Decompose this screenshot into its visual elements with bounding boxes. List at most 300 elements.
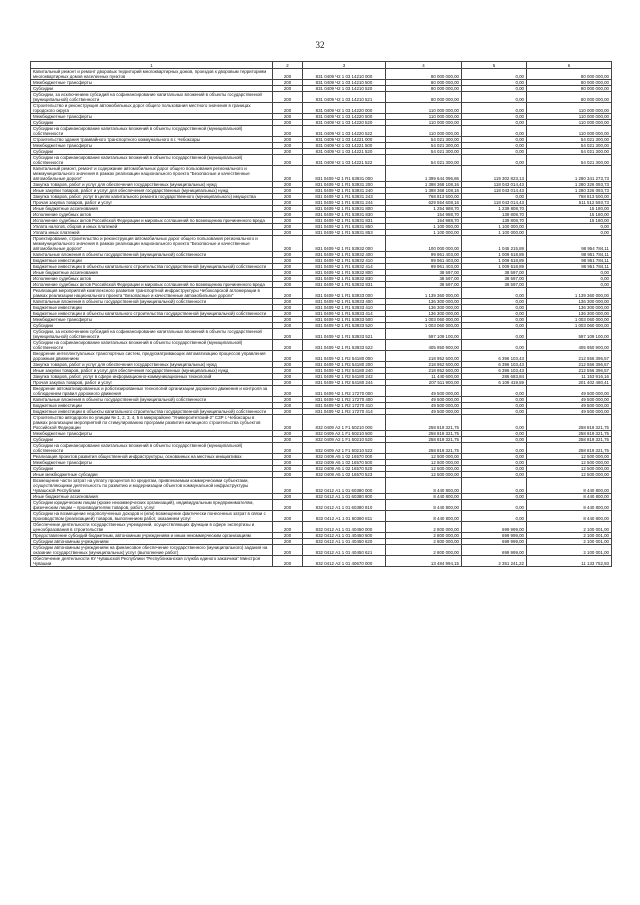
row-ved-cell: 200 — [273, 311, 303, 317]
row-total-cell: 212 556 396,57 — [527, 368, 612, 374]
row-name-cell: Бюджетные инвестиции в объекты капитального строительства государственной (муниципальной) собственности — [31, 264, 273, 270]
row-change-cell: 0,00 — [462, 299, 527, 305]
row-change-cell: 0,00 — [462, 478, 527, 494]
row-total-cell: 11 133 752,93 — [527, 556, 612, 567]
row-name-cell: Закупка товаров, работ, услуг в сфере информационно-коммуникационных технологий — [31, 374, 273, 380]
row-name-cell: Возмещение части затрат на уплату процентов по кредитам, привлекаемым коммерческими субъектами, осуществляющими деятельность по развитию и модернизации объектов коммунальной инфраструктуры Чувашской Республики — [31, 478, 273, 494]
row-ved-cell: 200 — [273, 114, 303, 120]
row-ved-cell: 200 — [273, 218, 303, 224]
row-ved-cell: 200 — [273, 299, 303, 305]
row-name-cell: Бюджетные инвестиции — [31, 403, 273, 409]
row-total-cell: 0,00 — [527, 276, 612, 282]
row-code-cell: 831 0409 Ч2 1 03 14221 000 — [303, 137, 386, 143]
row-approved-cell: 154 988,70 — [386, 212, 462, 218]
row-total-cell: 0,00 — [527, 224, 612, 230]
row-change-cell: 699 999,00 — [462, 545, 527, 556]
row-change-cell: 286 683,84 — [462, 374, 527, 380]
row-change-cell: 0,00 — [462, 323, 527, 329]
row-total-cell: 8 440 800,00 — [527, 478, 612, 494]
row-name-cell: Субсидии — [31, 86, 273, 92]
row-code-cell: 831 0409 Ч2 1 R1 53933 500 — [303, 317, 386, 323]
row-approved-cell: 54 021 300,00 — [386, 149, 462, 155]
row-change-cell: 0,00 — [462, 340, 527, 351]
row-ved-cell: 200 — [273, 288, 303, 299]
row-approved-cell: 99 961 403,00 — [386, 264, 462, 270]
row-approved-cell: 54 021 300,00 — [386, 155, 462, 166]
row-change-cell: 0,00 — [462, 92, 527, 103]
row-total-cell: 212 556 396,57 — [527, 351, 612, 362]
row-code-cell: 831 0409 Ч2 1 R2 54180 244 — [303, 380, 386, 386]
row-change-cell: 0,00 — [462, 431, 527, 437]
row-code-cell: 832 0412 А1 1 01 60380 800 — [303, 494, 386, 500]
row-name-cell: Бюджетные инвестиции — [31, 258, 273, 264]
row-code-cell: 832 0412 А1 1 01 60380 811 — [303, 511, 386, 522]
row-ved-cell: 200 — [273, 443, 303, 454]
row-total-cell: 2 100 001,00 — [527, 522, 612, 533]
row-ved-cell: 200 — [273, 182, 303, 188]
row-ved-cell: 200 — [273, 403, 303, 409]
row-code-cell: 831 0409 Ч2 1 03 14221 522 — [303, 155, 386, 166]
row-change-cell: 0,00 — [462, 386, 527, 397]
row-total-cell: 12 500 000,00 — [527, 454, 612, 460]
row-approved-cell: 8 440 800,00 — [386, 494, 462, 500]
row-code-cell: 832 0409 А2 1 F1 50210 000 — [303, 415, 386, 431]
table-row — [31, 340, 612, 351]
row-ved-cell: 200 — [273, 188, 303, 194]
row-ved-cell: 200 — [273, 374, 303, 380]
row-change-cell: 0,00 — [462, 460, 527, 466]
row-total-cell: 8 440 800,00 — [527, 500, 612, 511]
row-ved-cell: 200 — [273, 194, 303, 200]
table-row — [31, 329, 612, 340]
row-total-cell: 54 021 300,00 — [527, 155, 612, 166]
row-approved-cell: 11 440 600,00 — [386, 374, 462, 380]
row-change-cell: 6 109 419,59 — [462, 380, 527, 386]
row-name-cell: Исполнение судебных актов — [31, 276, 273, 282]
row-ved-cell: 200 — [273, 212, 303, 218]
row-approved-cell: 2 800 000,00 — [386, 522, 462, 533]
row-approved-cell: 12 500 000,00 — [386, 466, 462, 472]
row-approved-cell: 110 000 000,00 — [386, 120, 462, 126]
row-name-cell: Субсидии — [31, 149, 273, 155]
row-code-cell: 832 0409 А2 1 F1 50210 522 — [303, 443, 386, 454]
column-header: 6 — [527, 62, 612, 69]
row-ved-cell: 200 — [273, 252, 303, 258]
row-code-cell: 832 0412 А1 1 01 40450 000 — [303, 522, 386, 533]
column-header: 2 — [273, 62, 303, 69]
row-name-cell: Капитальный ремонт и ремонт дворовых территорий многоквартирных домов, проездов к дворовым территориям многоквартирных домов населенных пунктов — [31, 69, 273, 80]
row-total-cell: 11 153 916,16 — [527, 374, 612, 380]
row-total-cell: 212 556 396,57 — [527, 362, 612, 368]
column-header: 5 — [462, 62, 527, 69]
table-row — [31, 556, 612, 567]
table-row — [31, 443, 612, 454]
row-total-cell: 1 003 060 000,00 — [527, 323, 612, 329]
row-change-cell: 6 396 103,43 — [462, 351, 527, 362]
row-ved-cell: 200 — [273, 522, 303, 533]
row-total-cell: 80 000 000,00 — [527, 86, 612, 92]
table-row — [31, 103, 612, 114]
row-approved-cell: 2 800 000,00 — [386, 533, 462, 539]
row-change-cell: 0,00 — [462, 288, 527, 299]
row-name-cell: Межбюджетные трансферты — [31, 431, 273, 437]
row-code-cell: 831 0409 Ч2 1 R2 54180 240 — [303, 368, 386, 374]
row-code-cell: 831 0409 Ч2 1 R1 53931 243 — [303, 194, 386, 200]
row-name-cell: Межбюджетные трансферты — [31, 80, 273, 86]
row-name-cell: Субсидии юридическим лицам (кроме некоммерческих организаций), индивидуальным предпринимателям, физическим лицам – производителям товаров, работ, услуг — [31, 500, 273, 511]
row-total-cell: 80 000 000,00 — [527, 69, 612, 80]
row-code-cell: 831 0409 Ч2 1 R1 53932 000 — [303, 236, 386, 252]
row-name-cell: Субсидии — [31, 466, 273, 472]
row-approved-cell: 49 500 000,00 — [386, 403, 462, 409]
row-code-cell: 831 0409 Ч2 1 R1 53931 850 — [303, 224, 386, 230]
row-code-cell: 832 0409 А2 1 F1 50210 520 — [303, 437, 386, 443]
row-total-cell: 12 500 000,00 — [527, 472, 612, 478]
row-total-cell: 54 021 300,00 — [527, 149, 612, 155]
row-code-cell: 831 0409 Ч2 1 R1 53933 520 — [303, 323, 386, 329]
row-name-cell: Обеспечение деятельности государственных учреждений, осуществляющих функции в сфере экспертизы и ценообразования в строительстве — [31, 522, 273, 533]
row-total-cell: 136 300 000,00 — [527, 299, 612, 305]
row-code-cell: 831 0409 Ч2 1 R1 53933 410 — [303, 305, 386, 311]
row-name-cell: Строительство автодороги по улицам № 1, 2, 3, 4, 5 в микрорайоне "Университетский-2" СЗР г. Чебоксары в рамках реализации мероприятий по стимулированию программ развития жилищного строительства субъектов Российской Федерации — [31, 415, 273, 431]
row-change-cell: 0,00 — [462, 403, 527, 409]
row-total-cell: 110 000 000,00 — [527, 103, 612, 114]
row-total-cell: 110 000 000,00 — [527, 120, 612, 126]
row-code-cell: 831 0409 Ч2 1 R1 53931 800 — [303, 206, 386, 212]
row-change-cell: 0,00 — [462, 415, 527, 431]
row-name-cell: Уплата иных платежей — [31, 230, 273, 236]
row-change-cell: 699 999,00 — [462, 539, 527, 545]
row-name-cell: Капитальный ремонт, ремонт и содержание автомобильных дорог общего пользования регионального и межмуниципального значения в рамках реализации национального проекта "Безопасные и качественные автомобильные дороги" — [31, 166, 273, 182]
row-ved-cell: 200 — [273, 329, 303, 340]
row-total-cell: 258 819 321,75 — [527, 443, 612, 454]
row-change-cell: 1 100 000,00 — [462, 230, 527, 236]
row-change-cell: 0,00 — [462, 454, 527, 460]
row-approved-cell: 1 003 060 000,00 — [386, 323, 462, 329]
row-name-cell: Исполнение судебных актов — [31, 212, 273, 218]
row-name-cell: Субсидии на софинансирование капитальных вложений в объекты государственной (муниципальной) собственности — [31, 443, 273, 454]
row-change-cell: 0,00 — [462, 511, 527, 522]
row-code-cell: 831 0409 Ч2 1 03 14210 500 — [303, 80, 386, 86]
table-row — [31, 545, 612, 556]
row-total-cell: 1 003 060 000,00 — [527, 317, 612, 323]
row-approved-cell: 49 500 000,00 — [386, 409, 462, 415]
row-approved-cell: 12 500 000,00 — [386, 472, 462, 478]
row-approved-cell: 258 819 321,75 — [386, 443, 462, 454]
row-code-cell: 831 0409 Ч2 1 03 14220 522 — [303, 126, 386, 137]
row-ved-cell: 200 — [273, 126, 303, 137]
row-name-cell: Уплата налогов, сборов и иных платежей — [31, 224, 273, 230]
row-ved-cell: 200 — [273, 511, 303, 522]
row-name-cell: Исполнение судебных актов Российской Федерации и мировых соглашений по возмещению причиненного вреда — [31, 218, 273, 224]
column-header: 3 — [303, 62, 386, 69]
row-change-cell: 0,00 — [462, 329, 527, 340]
row-code-cell: 832 0409 А5 1 02 16570 000 — [303, 454, 386, 460]
row-code-cell: 831 0409 Ч2 1 R1 53931 000 — [303, 166, 386, 182]
row-ved-cell: 200 — [273, 431, 303, 437]
row-change-cell: 699 999,00 — [462, 533, 527, 539]
row-total-cell: 98 951 784,11 — [527, 258, 612, 264]
row-ved-cell: 200 — [273, 460, 303, 466]
row-ved-cell: 200 — [273, 472, 303, 478]
row-change-cell: 0,00 — [462, 86, 527, 92]
row-change-cell: 0,00 — [462, 194, 527, 200]
row-name-cell: Проектирование, строительство и реконструкция автомобильных дорог общего пользования регионального и межмуниципального значения в рамках реализации национального проекта "Безопасные и качественные автомобильные дороги" — [31, 236, 273, 252]
row-name-cell: Капитальные вложения в объекты государственной (муниципальной) собственности — [31, 299, 273, 305]
row-total-cell: 2 100 001,00 — [527, 539, 612, 545]
row-change-cell: 0,00 — [462, 466, 527, 472]
row-code-cell: 831 0409 Ч2 1 R1 53932 831 — [303, 282, 386, 288]
row-name-cell: Субсидии — [31, 437, 273, 443]
row-ved-cell: 200 — [273, 478, 303, 494]
row-code-cell: 831 0409 Ч2 1 R2 17270 410 — [303, 403, 386, 409]
row-approved-cell: 12 500 000,00 — [386, 460, 462, 466]
row-code-cell: 831 0409 Ч2 1 R1 53933 400 — [303, 299, 386, 305]
row-approved-cell: 258 819 321,75 — [386, 437, 462, 443]
table-row — [31, 155, 612, 166]
row-code-cell: 831 0409 Ч2 1 R1 53931 244 — [303, 200, 386, 206]
row-code-cell: 832 0412 А1 1 01 40450 620 — [303, 539, 386, 545]
row-name-cell: Субсидии — [31, 323, 273, 329]
row-ved-cell: 200 — [273, 143, 303, 149]
row-code-cell: 831 0409 Ч2 1 R1 53932 800 — [303, 270, 386, 276]
row-code-cell: 832 0409 А5 1 02 16570 500 — [303, 460, 386, 466]
row-name-cell: Бюджетные инвестиции — [31, 305, 273, 311]
row-ved-cell: 200 — [273, 92, 303, 103]
row-approved-cell: 13 484 994,15 — [386, 556, 462, 567]
row-change-cell: 0,00 — [462, 126, 527, 137]
row-code-cell: 831 0409 Ч2 1 R1 53932 414 — [303, 264, 386, 270]
row-name-cell: Межбюджетные трансферты — [31, 114, 273, 120]
row-total-cell: 258 819 321,75 — [527, 437, 612, 443]
row-total-cell: 405 950 900,00 — [527, 340, 612, 351]
row-total-cell: 0,00 — [527, 282, 612, 288]
row-name-cell: Иные закупки товаров, работ и услуг для обеспечения государственных (муниципальных) нужд — [31, 368, 273, 374]
row-name-cell: Субсидии автономным учреждениям на финансовое обеспечение государственного (муниципального) задания на оказание государственных (муниципальных) услуг (выполнение работ) — [31, 545, 273, 556]
row-approved-cell: 54 021 300,00 — [386, 143, 462, 149]
row-change-cell: 2 351 241,22 — [462, 556, 527, 567]
row-ved-cell: 200 — [273, 270, 303, 276]
row-change-cell: 1 009 618,89 — [462, 264, 527, 270]
row-change-cell: 118 043 014,43 — [462, 200, 527, 206]
row-ved-cell: 200 — [273, 137, 303, 143]
table-body — [31, 69, 612, 567]
row-total-cell: 1 280 341 273,73 — [527, 166, 612, 182]
row-change-cell: 0,00 — [462, 500, 527, 511]
row-total-cell: 511 512 593,73 — [527, 200, 612, 206]
row-total-cell: 15 180,00 — [527, 218, 612, 224]
row-name-cell: Прочая закупка товаров, работ и услуг — [31, 200, 273, 206]
row-change-cell: 699 999,00 — [462, 522, 527, 533]
row-total-cell: 8 440 800,00 — [527, 494, 612, 500]
row-name-cell: Закупка товаров, работ, услуг в целях капитального ремонта государственного (муниципального) имущества — [31, 194, 273, 200]
row-approved-cell: 12 500 000,00 — [386, 454, 462, 460]
row-code-cell: 831 0409 Ч2 1 03 14210 520 — [303, 86, 386, 92]
row-approved-cell: 110 000 000,00 — [386, 126, 462, 137]
row-change-cell: 38 597,00 — [462, 276, 527, 282]
row-total-cell: 49 500 000,00 — [527, 403, 612, 409]
row-total-cell: 12 500 000,00 — [527, 460, 612, 466]
row-approved-cell: 1 254 988,70 — [386, 206, 462, 212]
row-ved-cell: 200 — [273, 276, 303, 282]
row-total-cell: 110 000 000,00 — [527, 126, 612, 137]
row-approved-cell: 80 000 000,00 — [386, 80, 462, 86]
row-ved-cell: 200 — [273, 397, 303, 403]
row-approved-cell: 49 500 000,00 — [386, 397, 462, 403]
row-change-cell: 6 396 103,43 — [462, 362, 527, 368]
row-total-cell: 15 180,00 — [527, 206, 612, 212]
table-row — [31, 351, 612, 362]
row-change-cell: 38 597,00 — [462, 282, 527, 288]
row-approved-cell: 1 398 368 108,16 — [386, 188, 462, 194]
row-approved-cell: 629 554 608,16 — [386, 200, 462, 206]
row-ved-cell: 200 — [273, 323, 303, 329]
row-approved-cell: 54 021 300,00 — [386, 137, 462, 143]
row-ved-cell: 200 — [273, 264, 303, 270]
row-code-cell: 831 0409 Ч2 1 R2 54180 000 — [303, 351, 386, 362]
row-approved-cell: 218 952 500,00 — [386, 368, 462, 374]
row-change-cell: 1 009 618,89 — [462, 252, 527, 258]
row-change-cell: 0,00 — [462, 137, 527, 143]
row-approved-cell: 768 813 500,00 — [386, 194, 462, 200]
row-ved-cell: 200 — [273, 80, 303, 86]
row-ved-cell: 200 — [273, 317, 303, 323]
row-change-cell: 0,00 — [462, 69, 527, 80]
row-approved-cell: 1 100 000,00 — [386, 230, 462, 236]
row-name-cell: Капитальные вложения в объекты государственной (муниципальной) собственности — [31, 252, 273, 258]
row-name-cell: Бюджетные инвестиции в объекты капитального строительства государственной (муниципальной) собственности — [31, 409, 273, 415]
row-change-cell: 0,00 — [462, 103, 527, 114]
row-approved-cell: 1 003 060 000,00 — [386, 317, 462, 323]
row-name-cell: Закупка товаров, работ и услуг для обеспечения государственных (муниципальных) нужд — [31, 182, 273, 188]
row-total-cell: 8 440 800,00 — [527, 511, 612, 522]
budget-table — [30, 61, 612, 567]
row-total-cell: 2 100 001,00 — [527, 533, 612, 539]
row-total-cell: 98 951 784,11 — [527, 264, 612, 270]
row-total-cell: 136 300 000,00 — [527, 311, 612, 317]
row-code-cell: 831 0409 Ч2 1 R2 54180 242 — [303, 374, 386, 380]
row-code-cell: 831 0409 Ч2 1 03 14221 520 — [303, 149, 386, 155]
table-row — [31, 92, 612, 103]
row-ved-cell: 200 — [273, 236, 303, 252]
row-change-cell: 0,00 — [462, 114, 527, 120]
row-change-cell: 38 597,00 — [462, 270, 527, 276]
row-code-cell: 831 0409 Ч2 1 03 14210 000 — [303, 69, 386, 80]
row-code-cell: 831 0409 Ч2 1 R1 53933 522 — [303, 340, 386, 351]
row-name-cell: Субсидии на софинансирование капитальных вложений в объекты государственной (муниципальной) собственности — [31, 126, 273, 137]
row-change-cell: 0,00 — [462, 149, 527, 155]
row-approved-cell: 1 100 000,00 — [386, 224, 462, 230]
row-change-cell: 0,00 — [462, 443, 527, 454]
row-change-cell: 0,00 — [462, 311, 527, 317]
row-ved-cell: 200 — [273, 437, 303, 443]
row-total-cell: 201 402 480,41 — [527, 380, 612, 386]
row-total-cell: 49 500 000,00 — [527, 409, 612, 415]
row-approved-cell: 1 399 644 096,86 — [386, 166, 462, 182]
row-ved-cell: 200 — [273, 230, 303, 236]
row-total-cell: 54 021 300,00 — [527, 137, 612, 143]
row-total-cell: 597 109 100,00 — [527, 329, 612, 340]
table-row — [31, 386, 612, 397]
row-ved-cell: 200 — [273, 149, 303, 155]
table-row — [31, 511, 612, 522]
row-approved-cell: 136 300 000,00 — [386, 311, 462, 317]
row-name-cell: Иные закупки товаров, работ и услуг для обеспечения государственных (муниципальных) нужд — [31, 188, 273, 194]
row-ved-cell: 200 — [273, 454, 303, 460]
row-name-cell: Реализация мероприятий комплексного развития транспортной инфраструктуры Чебоксарской агломерации в рамках реализации национального проекта "Безопасные и качественные автомобильные дороги" — [31, 288, 273, 299]
row-approved-cell: 405 950 900,00 — [386, 340, 462, 351]
row-approved-cell: 2 800 000,00 — [386, 545, 462, 556]
table-row — [31, 69, 612, 80]
table-row — [31, 288, 612, 299]
row-approved-cell: 80 000 000,00 — [386, 86, 462, 92]
row-code-cell: 831 0409 Ч2 1 03 14220 000 — [303, 103, 386, 114]
row-approved-cell: 99 961 403,00 — [386, 252, 462, 258]
row-ved-cell: 200 — [273, 386, 303, 397]
row-approved-cell: 2 800 000,00 — [386, 539, 462, 545]
row-total-cell: 768 813 500,00 — [527, 194, 612, 200]
row-name-cell: Реализация проектов развития общественной инфраструктуры, основанных на местных инициативах — [31, 454, 273, 460]
row-name-cell: Строительство здания трамвайного транспортного коммунального в г. Чебоксары — [31, 137, 273, 143]
row-code-cell: 831 0409 Ч2 1 03 14220 500 — [303, 114, 386, 120]
row-ved-cell: 200 — [273, 539, 303, 545]
row-name-cell: Межбюджетные трансферты — [31, 143, 273, 149]
row-total-cell: 1 139 360 000,00 — [527, 288, 612, 299]
row-name-cell: Внедрение автоматизированных и роботизированных технологий организации дорожного движения и контроля за соблюдением правил дорожного движения — [31, 386, 273, 397]
row-total-cell: 12 500 000,00 — [527, 466, 612, 472]
row-ved-cell: 200 — [273, 69, 303, 80]
row-approved-cell: 207 511 900,00 — [386, 380, 462, 386]
row-ved-cell: 200 — [273, 305, 303, 311]
row-name-cell: Субсидии на софинансирование капитальных вложений в объекты государственной (муниципальной) собственности — [31, 340, 273, 351]
row-name-cell: Субсидии, за исключением субсидий на софинансирование капитальных вложений в объекты государственной (муниципальной) собственности — [31, 329, 273, 340]
row-name-cell: Предоставление субсидий бюджетным, автономным учреждениям и иным некоммерческим организациям — [31, 533, 273, 539]
row-name-cell: Капитальные вложения в объекты государственной (муниципальной) собственности — [31, 397, 273, 403]
row-change-cell: 1 100 000,00 — [462, 224, 527, 230]
row-approved-cell: 258 819 321,75 — [386, 415, 462, 431]
row-total-cell: 258 819 321,75 — [527, 431, 612, 437]
row-code-cell: 831 0409 Ч2 1 R2 54180 200 — [303, 362, 386, 368]
row-code-cell: 831 0409 Ч2 1 03 14210 521 — [303, 92, 386, 103]
row-ved-cell: 200 — [273, 368, 303, 374]
row-total-cell: 0,00 — [527, 270, 612, 276]
row-approved-cell: 80 000 000,00 — [386, 69, 462, 80]
row-ved-cell: 200 — [273, 340, 303, 351]
row-code-cell: 831 0409 Ч2 1 R2 17270 414 — [303, 409, 386, 415]
row-name-cell: Субсидии на софинансирование капитальных вложений в объекты государственной (муниципальной) собственности — [31, 155, 273, 166]
row-name-cell: Субсидии на возмещение недополученных доходов и (или) возмещение фактически понесенных затрат в связи с производством (реализацией) товаров, выполнением работ, оказанием услуг — [31, 511, 273, 522]
row-change-cell: 119 302 823,13 — [462, 166, 527, 182]
row-ved-cell: 200 — [273, 200, 303, 206]
row-ved-cell: 200 — [273, 206, 303, 212]
table-row — [31, 166, 612, 182]
row-approved-cell: 8 440 800,00 — [386, 511, 462, 522]
row-change-cell: 0,00 — [462, 155, 527, 166]
row-change-cell: 0,00 — [462, 472, 527, 478]
row-name-cell: Внедрение интеллектуальных транспортных систем, предусматривающих автоматизацию процессов управления дорожным движением — [31, 351, 273, 362]
row-ved-cell: 200 — [273, 103, 303, 114]
row-ved-cell: 200 — [273, 415, 303, 431]
row-code-cell: 831 0409 Ч2 1 R2 17270 400 — [303, 397, 386, 403]
row-code-cell: 832 0412 А1 1 01 40450 621 — [303, 545, 386, 556]
row-name-cell: Иные бюджетные ассигнования — [31, 494, 273, 500]
row-name-cell: Исполнение судебных актов Российской Федерации и мировых соглашений по возмещению причиненного вреда — [31, 282, 273, 288]
row-approved-cell: 110 000 000,00 — [386, 103, 462, 114]
row-total-cell: 15 180,00 — [527, 212, 612, 218]
table-header-row — [31, 62, 612, 69]
row-ved-cell: 200 — [273, 86, 303, 92]
table-row — [31, 500, 612, 511]
